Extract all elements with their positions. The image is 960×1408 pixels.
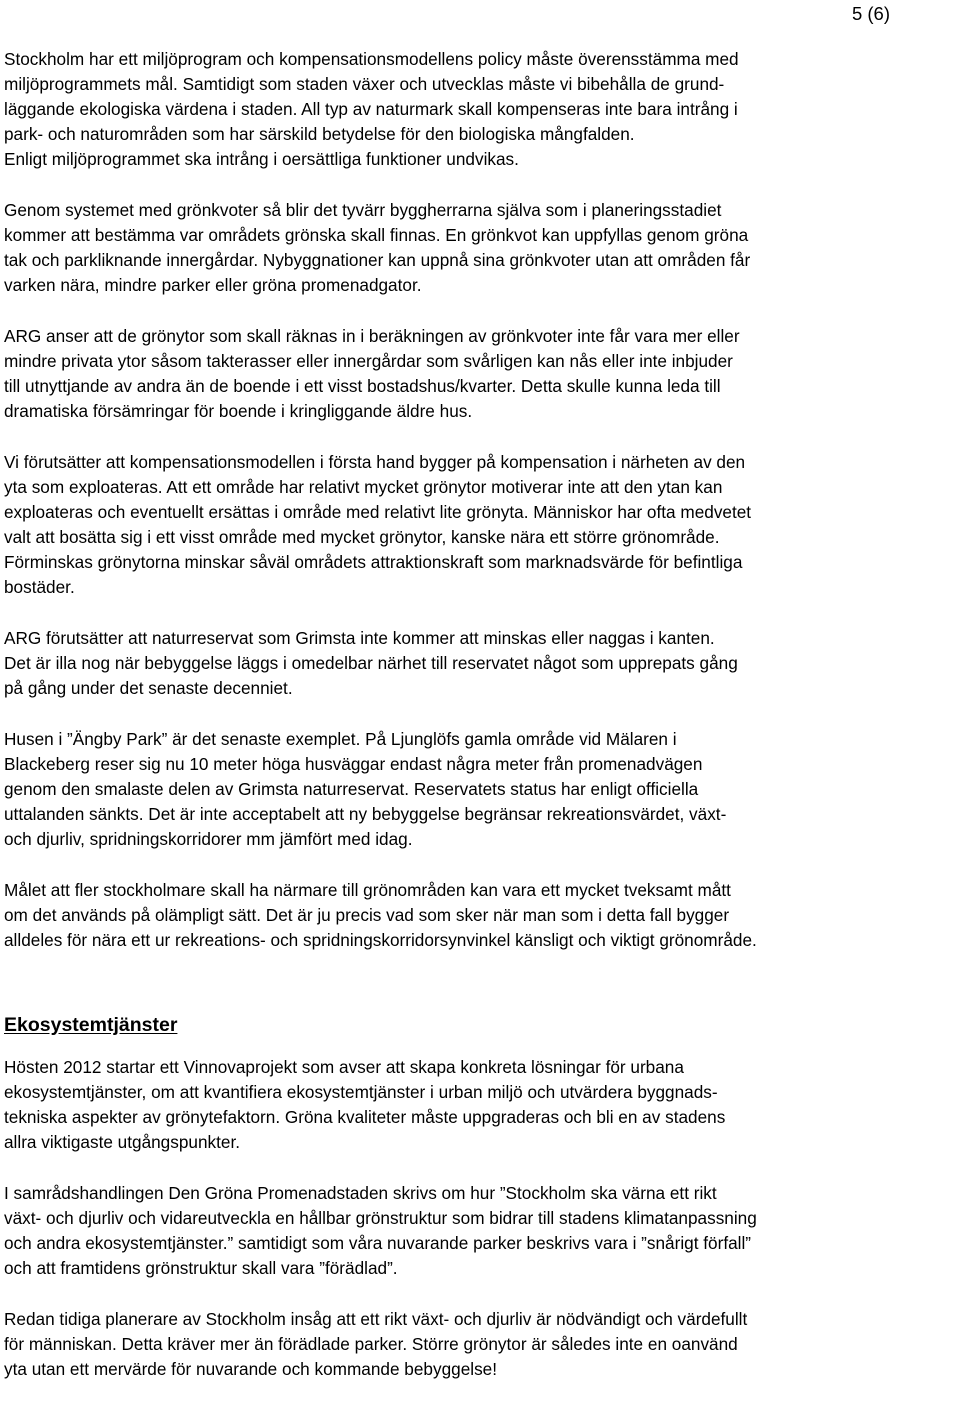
text-line: Stockholm har ett miljöprogram och kompensationsmodellens policy måste överensstämma med: [4, 49, 739, 69]
paragraph: [4, 324, 954, 424]
text-line: Det är illa nog när bebyggelse läggs i omedelbar närhet till reservatet något som upprepats gång: [4, 653, 738, 673]
text-line: Målet att fler stockholmare skall ha närmare till grönområden kan vara ett mycket tveksamt mått: [4, 880, 731, 900]
text-line: bostäder.: [4, 577, 75, 597]
text-line: valt att bosätta sig i ett visst område med mycket grönytor, kanske nära ett större grönområde.: [4, 527, 720, 547]
page-number: 5 (6): [851, 3, 890, 24]
text-line: växt- och djurliv och vidareutveckla en hållbar grönstruktur som bidrar till stadens klimatanpassning: [4, 1208, 757, 1228]
text-line: ARG förutsätter att naturreservat som Grimsta inte kommer att minskas eller naggas i kanten.: [4, 628, 715, 648]
text-line: om det används på olämpligt sätt. Det är ju precis vad som sker när man som i detta fall bygger: [4, 905, 730, 925]
text-line: tekniska aspekter av grönytefaktorn. Gröna kvaliteter måste uppgraderas och bli en av stadens: [4, 1107, 726, 1127]
text-line: exploateras och eventuellt ersättas i område med relativt lite grönyta. Människor har ofta medvetet: [4, 502, 752, 522]
text-line: yta utan ett mervärde för nuvarande och kommande bebyggelse!: [4, 1359, 497, 1379]
text-line: alldeles för nära ett ur rekreations- och spridningskorridorsynvinkel känsligt och viktigt grönområde.: [4, 930, 757, 950]
text-line: varken nära, mindre parker eller gröna promenadgator.: [4, 275, 422, 295]
text-line: ARG anser att de grönytor som skall räknas in i beräkningen av grönkvoter inte får vara mer eller: [4, 326, 740, 346]
text-line: ekosystemtjänster, om att kvantifiera ekosystemtjänster i urban miljö och utvärdera byggnads-: [4, 1082, 718, 1102]
paragraph: [4, 198, 954, 298]
text-line: Hösten 2012 startar ett Vinnovaprojekt som avser att skapa konkreta lösningar för urbana: [4, 1057, 684, 1077]
text-line: på gång under det senaste decenniet.: [4, 678, 293, 698]
text-line: miljöprogrammets mål. Samtidigt som staden växer och utvecklas måste vi bibehålla de grund-: [4, 74, 725, 94]
section-heading: Ekosystemtjänster: [4, 1014, 178, 1036]
text-line: park- och naturområden som har särskild betydelse för den biologiska mångfalden.: [4, 124, 635, 144]
paragraphs-after-heading: [4, 1055, 954, 1382]
text-line: Blackeberg reser sig nu 10 meter höga husväggar endast några meter från promenadvägen: [4, 754, 703, 774]
paragraphs-before-heading: [4, 47, 954, 953]
text-line: allra viktigaste utgångspunkter.: [4, 1132, 240, 1152]
text-line: och att framtidens grönstruktur skall vara ”förädlad”.: [4, 1258, 398, 1278]
text-line: och andra ekosystemtjänster.” samtidigt som våra nuvarande parker beskrivs vara i ”snårigt förfall”: [4, 1233, 752, 1253]
text-line: genom den smalaste delen av Grimsta naturreservat. Reservatets status har enligt officiella: [4, 779, 699, 799]
text-line: för människan. Detta kräver mer än förädlade parker. Större grönytor är således inte en oanvänd: [4, 1334, 738, 1354]
text-line: uttalanden sänkts. Det är inte acceptabelt att ny bebyggelse begränsar rekreationsvärdet, växt-: [4, 804, 727, 824]
text-line: läggande ekologiska värdena i staden. All typ av naturmark skall kompenseras inte bara intrång i: [4, 99, 738, 119]
paragraph: [4, 47, 954, 172]
text-line: kommer att bestämma var områdets grönska skall finnas. En grönkvot kan uppfyllas genom gröna: [4, 225, 749, 245]
text-line: till utnyttjande av andra än de boende i ett visst bostadshus/kvarter. Detta skulle kunna leda till: [4, 376, 721, 396]
text-line: Redan tidiga planerare av Stockholm insåg att ett rikt växt- och djurliv är nödvändigt och värdefullt: [4, 1309, 748, 1329]
text-line: dramatiska försämringar för boende i kringliggande äldre hus.: [4, 401, 473, 421]
text-line: Genom systemet med grönkvoter så blir det tyvärr byggherrarna själva som i planeringsstadiet: [4, 200, 722, 220]
paragraph: [4, 1307, 954, 1382]
text-line: och djurliv, spridningskorridorer mm jämfört med idag.: [4, 829, 413, 849]
text-line: Enligt miljöprogrammet ska intrång i oersättliga funktioner undvikas.: [4, 149, 519, 169]
text-line: Husen i ”Ängby Park” är det senaste exemplet. På Ljunglöfs gamla område vid Mälaren i: [4, 729, 677, 749]
paragraph: [4, 1181, 954, 1281]
paragraph: [4, 878, 954, 953]
text-line: Förminskas grönytorna minskar såväl områdets attraktionskraft som marknadsvärde för befintliga: [4, 552, 743, 572]
document-body: [4, 47, 954, 1408]
text-line: Vi förutsätter att kompensationsmodellen i första hand bygger på kompensation i närheten av den: [4, 452, 746, 472]
text-line: I samrådshandlingen Den Gröna Promenadstaden skrivs om hur ”Stockholm ska värna ett rikt: [4, 1183, 717, 1203]
text-line: yta som exploateras. Att ett område har relativt mycket grönytor motiverar inte att den ytan kan: [4, 477, 723, 497]
paragraph: [4, 1055, 954, 1155]
paragraph: [4, 450, 954, 600]
paragraph: [4, 727, 954, 852]
paragraph: [4, 626, 954, 701]
text-line: mindre privata ytor såsom takterasser eller innergårdar som svårligen kan nås eller inte inbjuder: [4, 351, 733, 371]
text-line: tak och parkliknande innergårdar. Nybyggnationer kan uppnå sina grönkvoter utan att områden får: [4, 250, 751, 270]
